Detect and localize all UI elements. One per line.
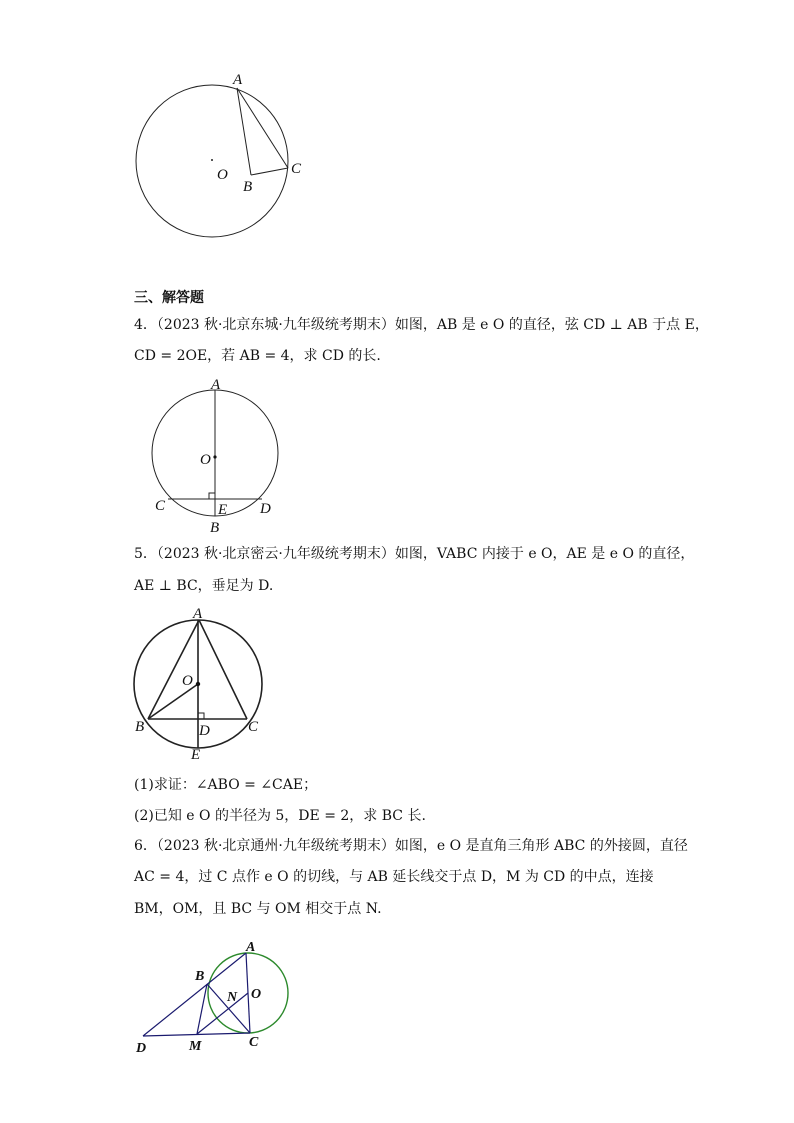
section-heading: 三、解答题 bbox=[134, 290, 204, 306]
label-b: B bbox=[243, 179, 253, 195]
label-c: C bbox=[291, 161, 302, 177]
label-d: D bbox=[136, 1041, 147, 1056]
label-a: A bbox=[193, 606, 203, 622]
label-b: B bbox=[195, 969, 205, 984]
q4-line-1: 4．（2023 秋·北京东城·九年级统考期末）如图，AB 是 e O 的直径，弦 CD ⊥ AB 于点 E， bbox=[134, 317, 709, 333]
label-d: D bbox=[260, 501, 271, 517]
label-o: O bbox=[200, 452, 211, 468]
label-n: N bbox=[227, 990, 238, 1005]
label-c: C bbox=[248, 719, 259, 735]
label-a: A bbox=[246, 940, 256, 955]
label-e: E bbox=[218, 502, 228, 518]
label-a: A bbox=[211, 377, 221, 393]
label-o: O bbox=[182, 673, 193, 689]
q5-line-1: 5．（2023 秋·北京密云·九年级统考期末）如图，VABC 内接于 e O，AE 是 e O 的直径， bbox=[134, 546, 695, 562]
q6-line-2: AC = 4，过 C 点作 e O 的切线，与 AB 延长线交于点 D，M 为 CD 的中点，连接 bbox=[134, 869, 654, 885]
label-e: E bbox=[191, 747, 201, 763]
segment-om bbox=[197, 993, 248, 1034]
q6-line-1: 6．（2023 秋·北京通州·九年级统考期末）如图，e O 是直角三角形 ABC 的外接圆，直径 bbox=[134, 838, 688, 854]
q6-line-3: BM，OM，且 BC 与 OM 相交于点 N. bbox=[134, 901, 382, 917]
label-o: O bbox=[251, 987, 262, 1002]
label-a: A bbox=[233, 72, 243, 88]
label-c: C bbox=[249, 1035, 259, 1050]
label-c: C bbox=[155, 498, 166, 514]
label-b: B bbox=[135, 719, 145, 735]
label-b: B bbox=[210, 520, 220, 536]
label-o: O bbox=[217, 167, 228, 183]
label-m: M bbox=[189, 1039, 202, 1054]
q5-part-2: (2)已知 e O 的半径为 5，DE = 2，求 BC 长. bbox=[134, 808, 426, 824]
q4-line-2: CD = 2OE，若 AB = 4，求 CD 的长. bbox=[134, 348, 381, 364]
label-d: D bbox=[199, 723, 210, 739]
q5-part-1: (1)求证：∠ABO = ∠CAE； bbox=[134, 777, 318, 793]
q5-line-2: AE ⊥ BC，垂足为 D. bbox=[134, 578, 274, 594]
